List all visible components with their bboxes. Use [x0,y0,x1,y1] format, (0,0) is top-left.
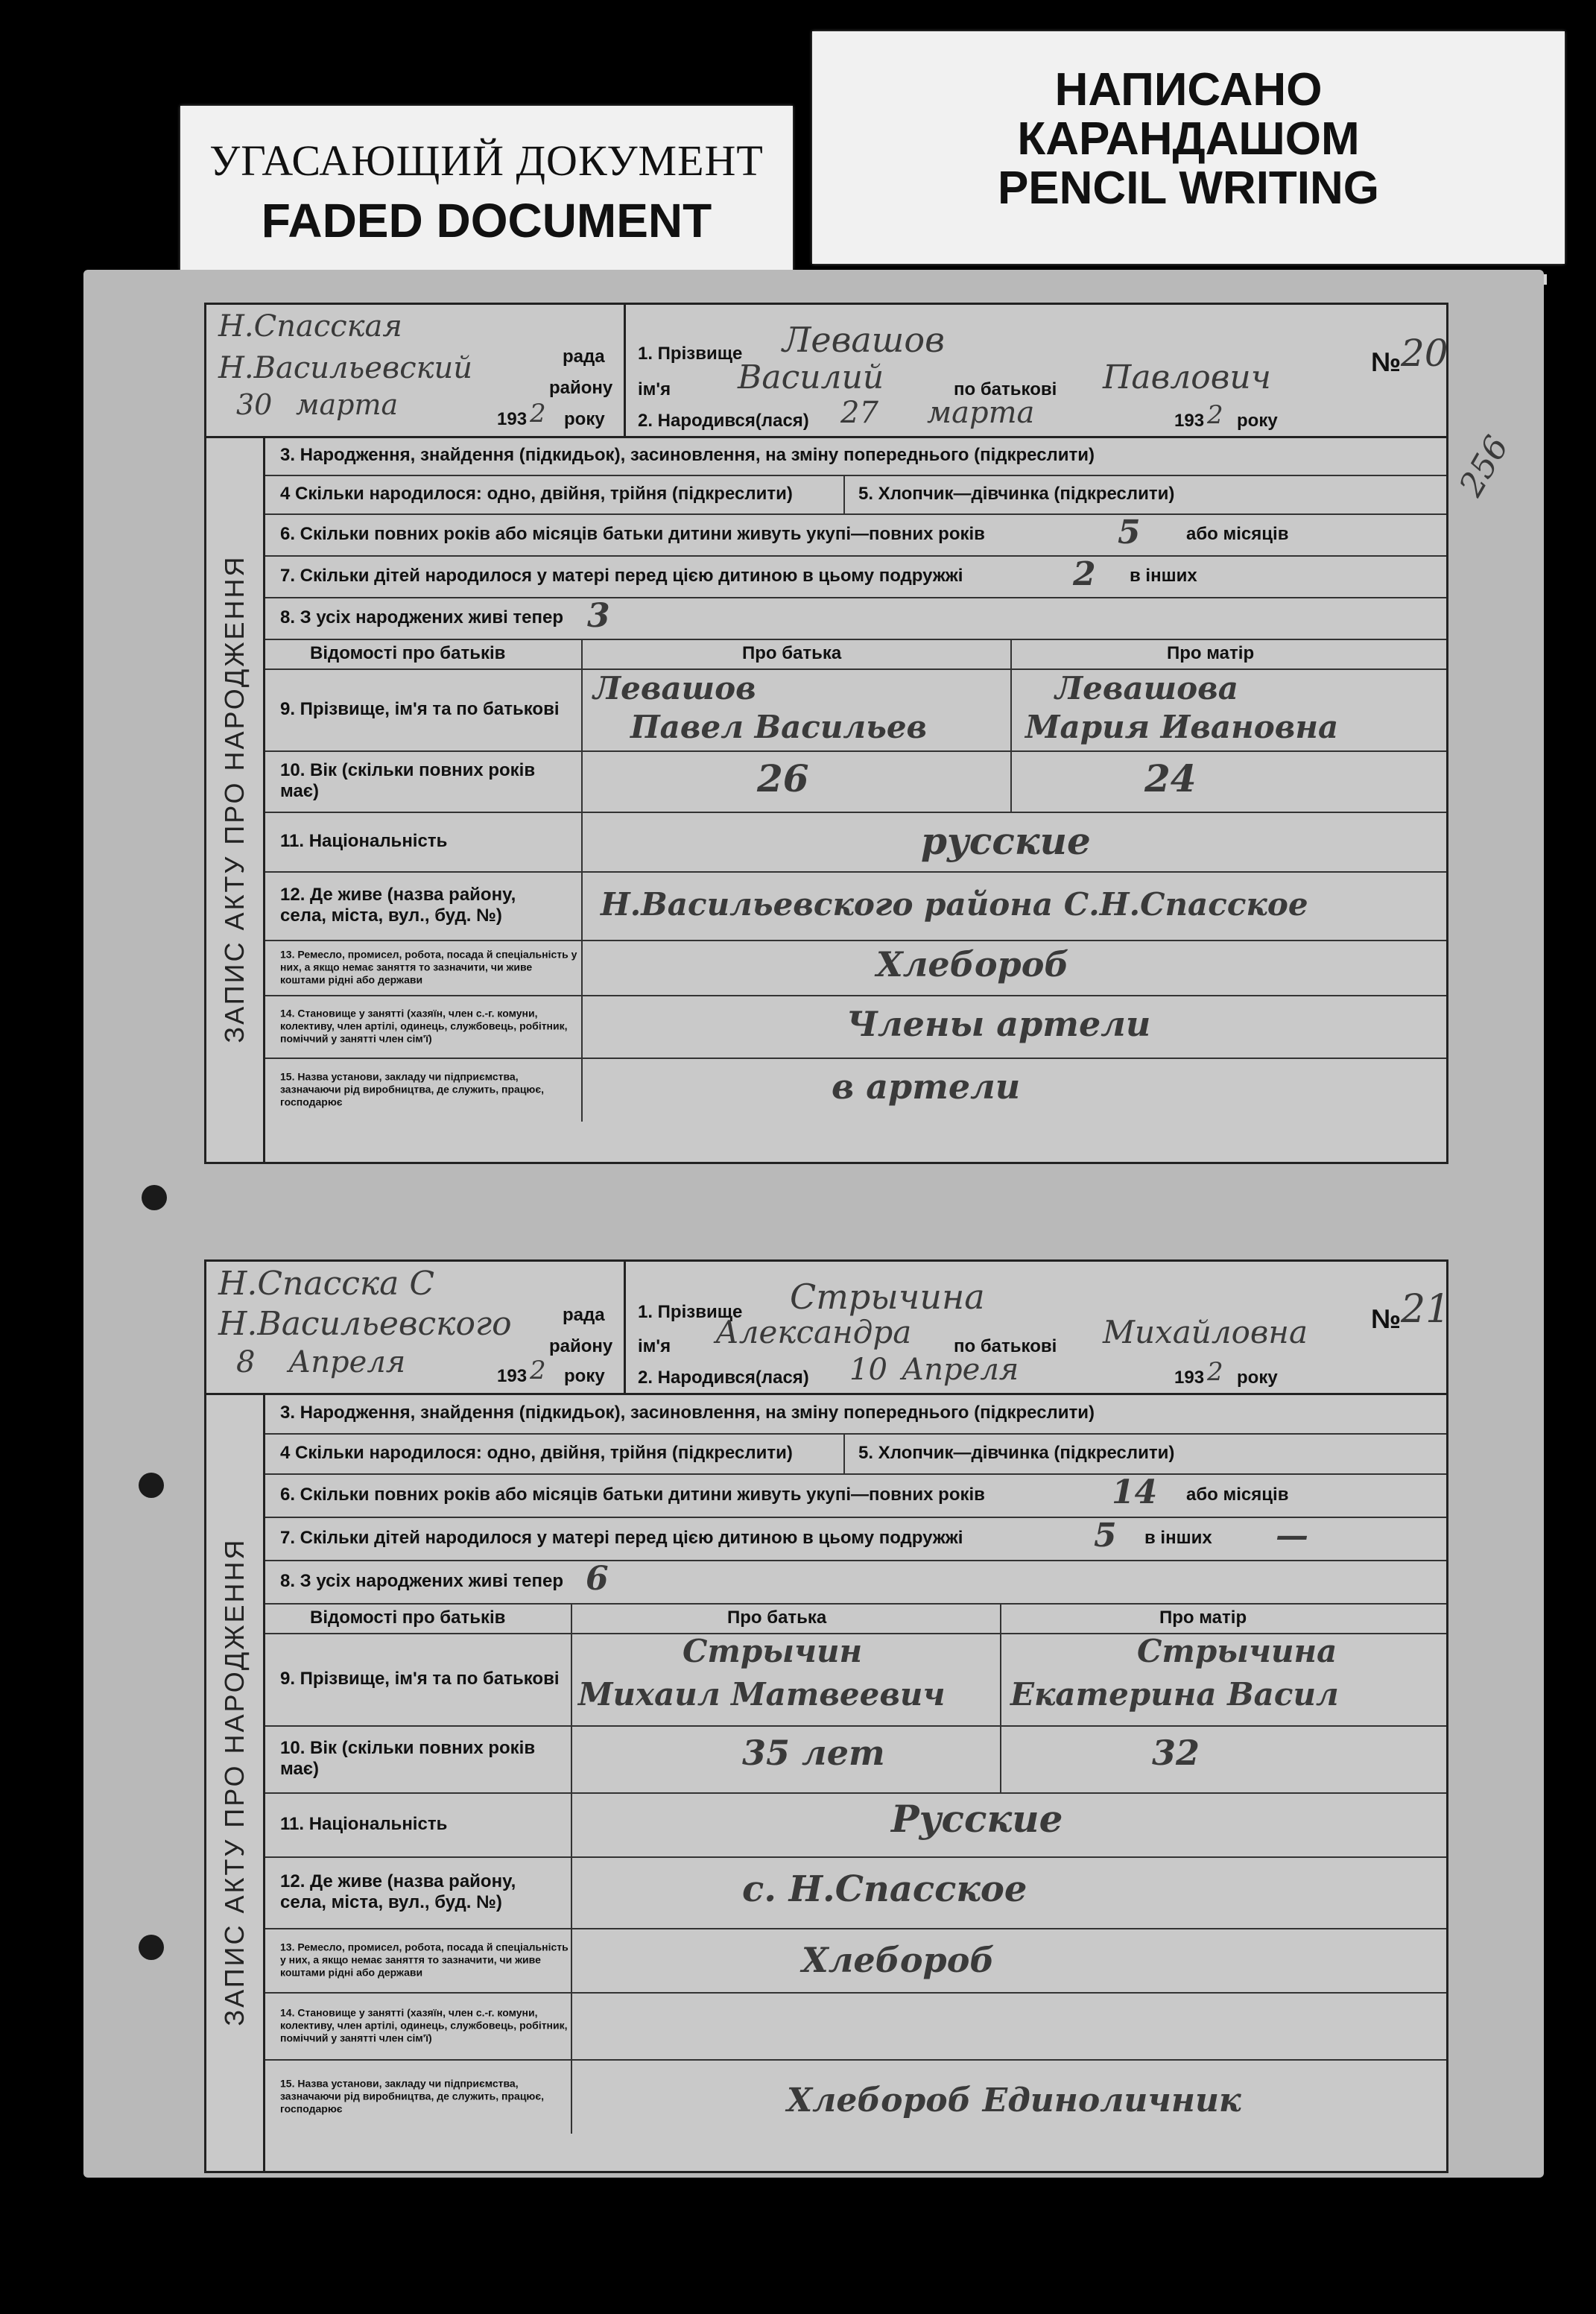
divider [581,995,583,1058]
row-7 [265,1517,1446,1561]
name-label: ім'я [638,1336,671,1356]
row-15 [265,1058,1446,1122]
born-year-prefix: 193 [1174,1368,1205,1388]
mother-age: 24 [1144,756,1197,800]
born-day: 27 [840,396,878,430]
born-roku-label: року [1237,1368,1278,1388]
father-surname: Левашов [593,670,756,706]
row-13-label: 13. Ремесло, промисел, робота, посада й спеціальність у них, а якщо немає заняття то зазначити, чи живе коштами рідні або держави [280,1941,569,1979]
row-14-label: 14. Становище у занятті (хазяїн, член с.-г. комуни, колективу, член артілі, одинець, службовець, робітник, поміччий у занятті член сім'ї) [280,1007,568,1045]
divider [571,1633,572,1725]
row-6-text: 6. Скільки повних років або місяців батьки дитини живуть укупі—повних років [280,1485,985,1505]
residence: Н.Васильевского района С.Н.Спасское [601,886,1308,923]
record-number-prefix: № [1371,1303,1402,1334]
divider [581,668,583,750]
raion-label: району [549,1336,613,1356]
record-body [265,436,1446,1162]
divider [581,750,583,812]
row-11-label: 11. Національність [280,1814,448,1834]
row-3-text: 3. Народження, знайдення (підкидьок), засиновлення, на зміну попереднього (підкреслити) [280,445,1095,465]
record-header-left [206,1262,626,1395]
row-5-text: 5. Хлопчик—дівчинка (підкреслити) [858,484,1175,504]
pencil-label-line2: КАРАНДАШОМ [1017,113,1360,165]
mother-names: Екатерина Васил [1010,1676,1339,1713]
row-10 [265,1725,1446,1794]
col-father-header: Про батька [742,643,842,663]
row-8 [265,1560,1446,1605]
row-12-label: 12. Де живе (назва району, села, міста, вул., буд. №) [280,885,516,926]
date-year-digit: 2 [530,1356,546,1385]
children-before: 5 [1094,1517,1117,1555]
born-year-digit: 2 [1207,400,1223,430]
row-3-text: 3. Народження, знайдення (підкидьок), засиновлення, на зміну попереднього (підкреслити) [280,1403,1095,1423]
mother-age: 32 [1152,1733,1200,1773]
side-title: ЗАПИС АКТУ ПРО НАРОДЖЕННЯ [219,1537,250,2026]
col-mother-header: Про матір [1167,643,1255,663]
roku-label: року [564,1366,605,1386]
born-day: 10 [849,1353,887,1387]
punch-hole [142,1185,167,1210]
name-label: ім'я [638,379,671,399]
father-names: Павел Васильев [630,709,928,745]
row-15 [265,2059,1446,2134]
punch-hole [139,1935,164,1960]
rada-label: рада [563,347,605,367]
divider [1000,1603,1001,1633]
col-mother-header: Про матір [1159,1608,1247,1628]
born-year-digit: 2 [1207,1357,1223,1387]
divider [571,1856,572,1928]
row-6-text: 6. Скільки повних років або місяців батьки дитини живуть укупі—повних років [280,524,985,544]
born-year-prefix: 193 [1174,411,1205,431]
record-number: 20 [1401,332,1448,375]
row-13 [265,940,1446,996]
faded-label-en: FADED DOCUMENT [261,194,712,247]
row-15-label: 15. Назва установи, закладу чи підприємства, зазначаючи рід виробництва, де служить, працює, господарює [280,2077,545,2115]
row-11 [265,1792,1446,1858]
record-body [265,1393,1446,2171]
raion-value: Н.Васильевского [218,1305,512,1343]
side-title: ЗАПИС АКТУ ПРО НАРОДЖЕННЯ [219,554,250,1043]
father-surname: Стрычин [683,1633,863,1669]
years-together: 14 [1112,1473,1158,1511]
row-6-tail: або місяців [1186,1485,1289,1505]
rada-value: Н.Спасска С [218,1265,435,1303]
col-father-header: Про батька [727,1608,827,1628]
side-column [206,1393,265,2171]
row-7 [265,555,1446,598]
pencil-writing-label [812,31,1565,264]
row-13-label: 13. Ремесло, промисел, робота, посада й спеціальність у них, а якщо немає заняття то зазначити, чи живе коштами рідні або держави [280,948,577,986]
divider [1010,668,1012,750]
divider [571,1992,572,2059]
divider [1000,1633,1001,1725]
position: Члены артели [846,1004,1151,1044]
row-14 [265,995,1446,1059]
date-day: 30 [236,388,273,421]
row-14-label: 14. Становище у занятті (хазяїн, член с.-г. комуни, колективу, член артілі, одинець, службовець, робітник, поміччий у занятті член сім'ї) [280,2006,568,2044]
row-14 [265,1992,1446,2061]
birth-record-form-2 [204,1259,1451,2173]
divider [1010,750,1012,812]
birth-record-form-1 [204,303,1448,1164]
nationality: Русские [891,1797,1063,1841]
pencil-label-line3: PENCIL WRITING [997,162,1380,214]
alive-now: 6 [586,1560,609,1598]
row-11-label: 11. Національність [280,831,448,851]
surname-value: Стрычина [790,1277,985,1317]
faded-document-label [180,106,793,276]
record-header-right [626,1262,1451,1395]
row-5-text: 5. Хлопчик—дівчинка (підкреслити) [858,1443,1175,1463]
born-roku-label: року [1237,411,1278,431]
name-value: Василий [738,358,884,396]
occupation: Хлебороб [802,1940,995,1980]
mother-surname: Стрычина [1137,1633,1337,1669]
surname-label: 1. Прізвище [638,344,743,364]
row-12 [265,871,1446,941]
date-month: Апреля [288,1345,406,1379]
divider [571,1792,572,1856]
row-10 [265,750,1446,813]
row-4-5 [265,475,1446,515]
divider [571,1725,572,1792]
divider [1000,1725,1001,1792]
record-header-right [626,305,1446,438]
rada-value: Н.Спасская [218,309,402,344]
row-10-label: 10. Вік (скільки повних років має) [280,760,536,801]
patronymic-value: Михайловна [1103,1314,1308,1350]
date-day: 8 [236,1345,256,1379]
rada-label: рада [563,1305,605,1325]
residence: с. Н.Спасское [742,1868,1027,1910]
row-12 [265,1856,1446,1929]
date-year-digit: 2 [530,399,546,429]
children-other: — [1276,1517,1308,1555]
date-month: марта [296,388,399,421]
row-6-tail: або місяців [1186,524,1289,544]
institution: в артели [832,1066,1021,1107]
row-9-label: 9. Прізвище, ім'я та по батькові [280,1669,560,1689]
born-label: 2. Народився(лася) [638,1368,809,1388]
record-number-prefix: № [1371,347,1402,377]
patronymic-label: по батькові [954,1336,1057,1356]
mother-names: Мария Ивановна [1025,709,1339,745]
father-age: 35 лет [742,1733,885,1773]
father-names: Михаил Матвеевич [578,1676,946,1713]
roku-label: року [564,409,605,429]
divider [581,639,583,668]
divider [571,2059,572,2134]
row-7-tail: в інших [1130,566,1197,586]
record-number: 21 [1401,1287,1451,1332]
row-4-text: 4 Скільки народилося: одно, двійня, трійня (підкреслити) [280,484,793,504]
row-8-text: 8. З усіх народжених живі тепер [280,607,564,628]
row-11 [265,812,1446,873]
born-label: 2. Народився(лася) [638,411,809,431]
row-4-5 [265,1433,1446,1475]
row-3 [265,436,1446,476]
parents-table-header [265,639,1446,670]
row-3 [265,1393,1446,1435]
years-together: 5 [1118,513,1141,551]
row-8-text: 8. З усіх народжених живі тепер [280,1571,564,1591]
raion-value: Н.Васильевский [218,351,473,385]
born-month: Апреля [902,1353,1019,1387]
row-4-text: 4 Скільки народилося: одно, двійня, трійня (підкреслити) [280,1443,793,1463]
born-month: марта [927,396,1035,430]
patronymic-label: по батькові [954,379,1057,399]
row-7-text: 7. Скільки дітей народилося у матері перед цією дитиною в цьому подружжі [280,566,963,586]
row-6 [265,1473,1446,1518]
raion-label: району [549,378,613,398]
children-before: 2 [1073,555,1096,593]
patronymic-value: Павлович [1103,358,1272,396]
row-7-text: 7. Скільки дітей народилося у матері перед цією дитиною в цьому подружжі [280,1528,963,1548]
col-info-header: Відомості про батьків [310,1608,506,1628]
divider [843,475,845,513]
institution: Хлебороб Единоличник [787,2081,1241,2119]
divider [843,1433,845,1473]
divider [581,1058,583,1122]
divider [1010,639,1012,668]
year-prefix: 193 [497,409,528,429]
row-13 [265,1928,1446,1994]
year-prefix: 193 [497,1366,528,1386]
row-9 [265,668,1446,752]
row-12-label: 12. Де живе (назва району, села, міста, вул., буд. №) [280,1871,516,1912]
row-9-label: 9. Прізвище, ім'я та по батькові [280,699,560,719]
parents-table-header [265,1603,1446,1634]
divider [581,940,583,995]
row-6 [265,513,1446,557]
divider [571,1603,572,1633]
margin-note: 256 [1451,429,1517,503]
col-info-header: Відомості про батьків [310,643,506,663]
row-10-label: 10. Вік (скільки повних років має) [280,1738,536,1779]
faded-label-ru: УГАСАЮЩИЙ ДОКУМЕНТ [209,136,764,185]
father-age: 26 [757,756,809,800]
row-7-tail: в інших [1144,1528,1212,1548]
divider [581,871,583,940]
surname-label: 1. Прізвище [638,1302,743,1322]
side-column [206,436,265,1162]
row-9 [265,1633,1446,1727]
occupation: Хлебороб [876,944,1069,984]
pencil-label-line1: НАПИСАНО [1054,64,1323,116]
row-8 [265,597,1446,640]
alive-now: 3 [587,597,610,635]
surname-value: Левашов [782,320,945,360]
name-value: Александра [715,1314,912,1350]
nationality: русские [921,819,1091,863]
record-header-left [206,305,626,438]
divider [581,812,583,871]
punch-hole [139,1473,164,1498]
mother-surname: Левашова [1055,670,1238,706]
divider [571,1928,572,1992]
row-15-label: 15. Назва установи, закладу чи підприємства, зазначаючи рід виробництва, де служить, працює, господарює [280,1070,545,1108]
